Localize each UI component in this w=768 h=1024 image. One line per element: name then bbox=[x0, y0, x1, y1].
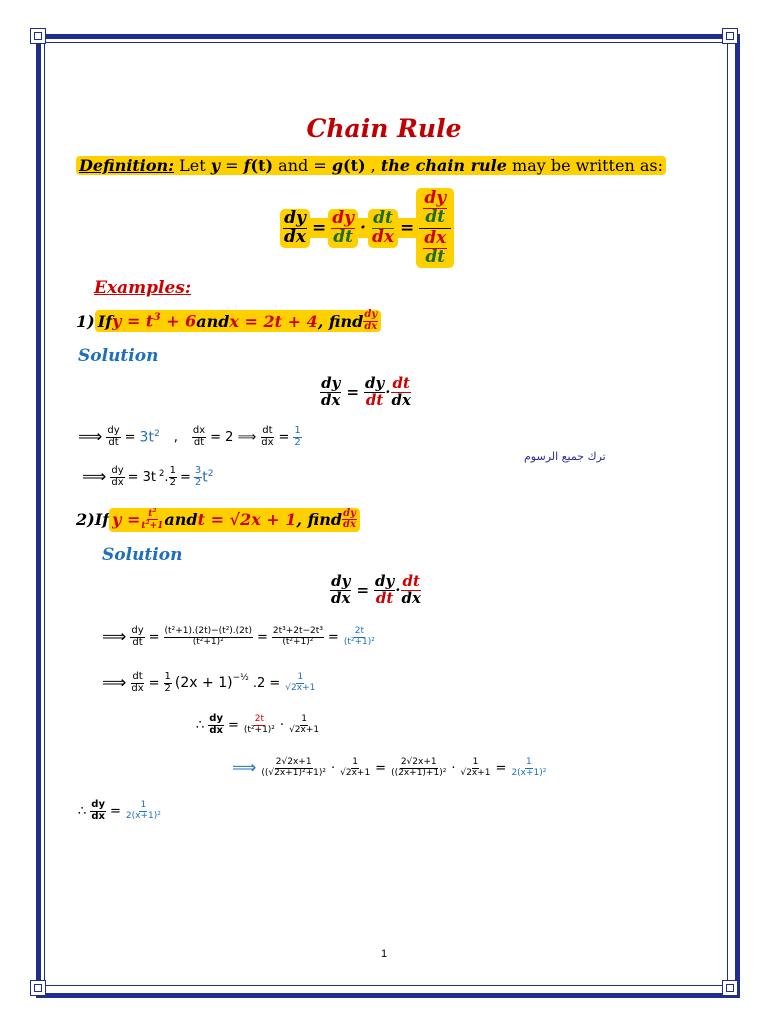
ex2-chain-equation: $\frac{dy}{dx}$ = $\frac{dy}{dt}$ · $\frac{dt}{dx}$ bbox=[331, 572, 421, 607]
definition-chain-rule: the chain rule bbox=[380, 156, 507, 175]
example-2-target-fraction: $\frac{dy}{dx}$ bbox=[343, 507, 356, 531]
ex2-substitution-line: ∴ $\frac{dy}{dx}$ = $\frac{2t}{\text{(t²+1)²}}$ · $\frac{1}{√2x+1}$ bbox=[196, 713, 320, 736]
definition-ft: (t) bbox=[250, 156, 274, 175]
ex1-chain-equation: $\frac{dy}{dx}$ = $\frac{dy}{dt}$ · $\frac{dt}{dx}$ bbox=[321, 374, 411, 409]
solution-label-1: Solution bbox=[78, 346, 159, 366]
border-corner-ornament bbox=[30, 28, 46, 44]
definition-text: Let bbox=[174, 156, 211, 175]
formula-dydx: $\frac{dy}{dx}$ bbox=[280, 209, 310, 248]
definition-gt: (t) bbox=[343, 156, 366, 175]
formula-equals-2: = bbox=[400, 218, 415, 239]
examples-heading: Examples: bbox=[94, 278, 192, 298]
ex2-simplify-line: ⟹ $\frac{2√2x+1}{\text{((√2x+1)²+1)²}}$ · $\frac{1}{√2x+1}$ = $\frac{2√2x+1}{\text{((2x+1)+1)²}}$ · $\frac{1}{√2x+1}$ = $\frac{1}{\text{2(x+1)²}}$ bbox=[232, 757, 547, 778]
example-1-statement bbox=[76, 310, 381, 332]
example-2-statement: 2) If y = $\frac{t^2}{t^2+1}$ and t = √2x + 1 , find $\frac{dy}{dx}$ bbox=[76, 508, 360, 532]
definition-y: y bbox=[210, 156, 221, 175]
definition-sep: , bbox=[365, 156, 381, 175]
border-corner-ornament bbox=[30, 980, 46, 996]
chain-rule-formula: $\frac{dy}{dx}$ = $\frac{dy}{dt}$ · $\frac{dt}{dx}$ = $\frac{\frac{dy}{dt}}{\frac{dx}{dt}}$ bbox=[280, 188, 454, 268]
definition-equals: = bbox=[220, 156, 244, 175]
ex2-dtdx-line: ⟹ $\frac{dt}{dx}$ = $\frac{1}{2}$ (2x + 1) $^{-\frac{1}{2}}$ .2 = $\frac{1}{√2x+1}$ bbox=[102, 671, 316, 694]
ex1-derivatives-line: ⟹ $\frac{dy}{dt}$ = $3t^2$ , $\frac{dx}{dt}$ = 2 ⟹ $\frac{dt}{dx}$ = $\frac{1}{2}$ bbox=[78, 425, 301, 448]
definition-g: g bbox=[331, 156, 344, 175]
ex1-result-line: ⟹ $\frac{dy}{dx}$ = 3t $^2$ . $\frac{1}{2}$ = $\frac{3}{2}$ $t^2$ bbox=[82, 465, 214, 488]
definition-label: Definition: bbox=[79, 156, 175, 175]
formula-dydt: $\frac{dy}{dt}$ bbox=[328, 209, 358, 248]
ex2-final-answer: ∴ $\frac{dy}{dx}$ = $\frac{1}{\text{2(x+1)²}}$ bbox=[78, 799, 161, 822]
example-2-highlight: y = $\frac{t^2}{t^2+1}$ and t = √2x + 1 , find $\frac{dy}{dx}$ bbox=[109, 508, 360, 532]
example-1-highlight: If $y = t^3 + 6$ and x = 2t + 4 , find $\frac{dy}{dx}$ bbox=[95, 310, 382, 332]
solution-label-2: Solution bbox=[102, 545, 183, 565]
ex2-dydt-line: ⟹ $\frac{dy}{dt}$ = $\frac{\text{(t²+1).(2t)−(t²).(2t)}}{\text{(t²+1)²}}$ = $\frac{\text{2t³+2t−2t³}}{\text{(t²+1)²}}$ = $\frac{2t}{\text{(t²+1)²}}$ bbox=[102, 625, 375, 648]
page-title: Chain Rule bbox=[306, 114, 462, 143]
border-corner-ornament bbox=[722, 980, 738, 996]
definition-line bbox=[76, 156, 666, 175]
formula-dtdx: $\frac{dt}{dx}$ bbox=[368, 209, 398, 248]
definition-tail: may be written as: bbox=[506, 156, 663, 175]
formula-equals: = bbox=[312, 218, 327, 239]
arabic-note: ترك جميع الرسوم bbox=[524, 450, 606, 463]
example-1-number: 1) bbox=[76, 311, 95, 331]
example-1-target-fraction: $\frac{dy}{dx}$ bbox=[364, 309, 378, 332]
definition-f: f bbox=[243, 156, 251, 175]
formula-compound: $\frac{\frac{dy}{dt}}{\frac{dx}{dt}}$ bbox=[416, 188, 454, 268]
border-corner-ornament bbox=[722, 28, 738, 44]
page-number: 1 bbox=[380, 948, 388, 960]
definition-and: and = bbox=[273, 156, 332, 175]
